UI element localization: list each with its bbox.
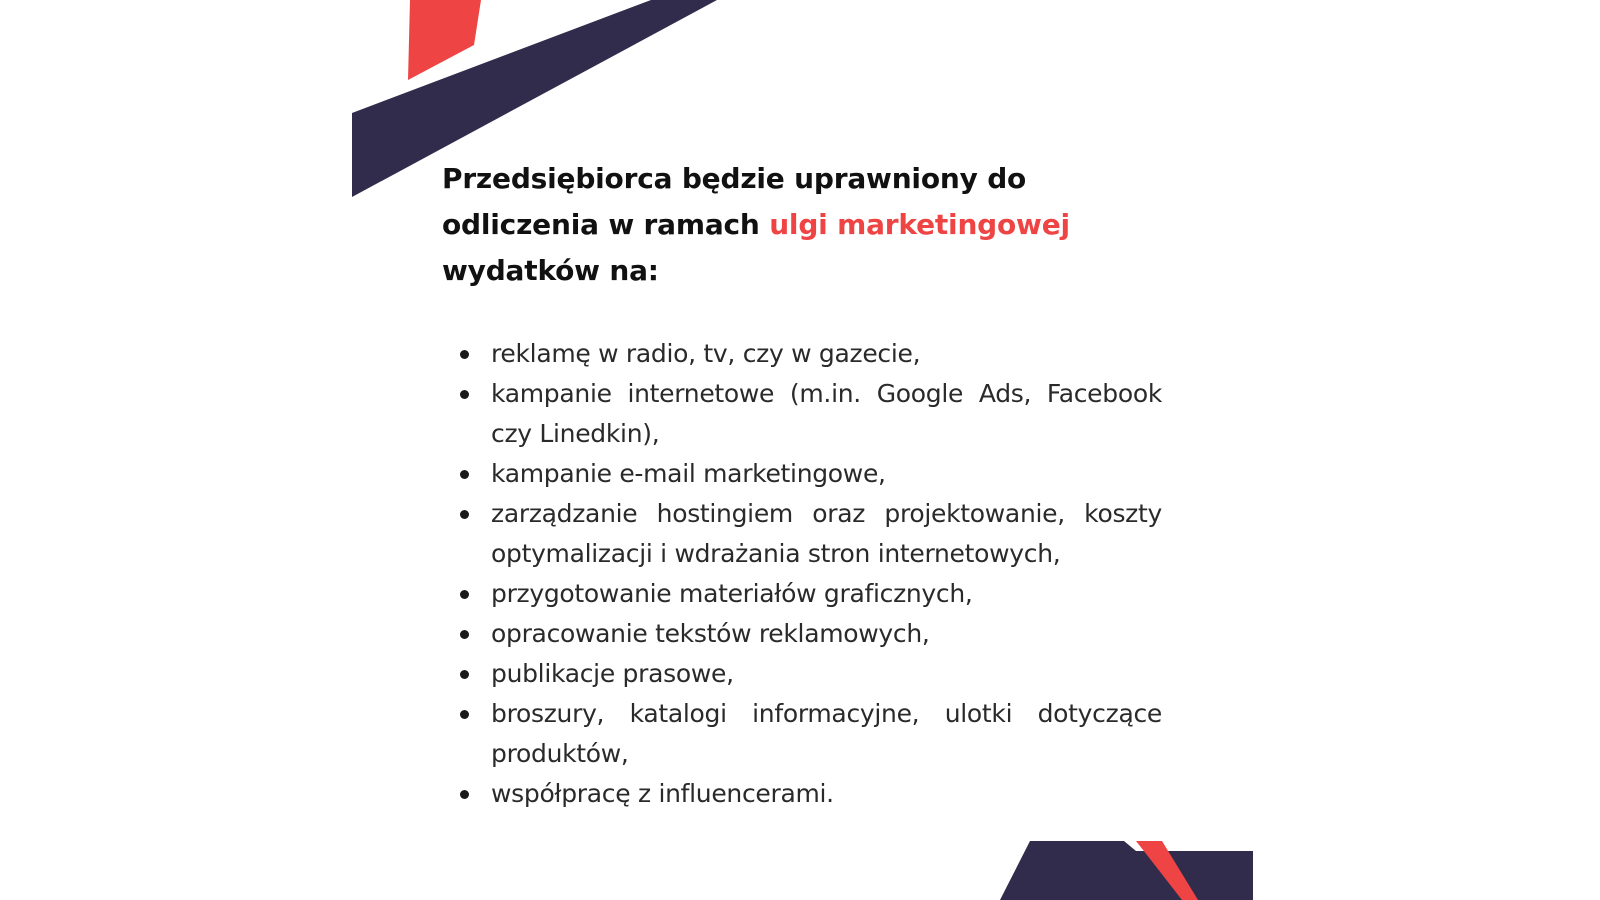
list-item xyxy=(442,774,1162,814)
list-item-text: broszury, katalogi informacyjne, ulotki dotyczące produktów, xyxy=(491,699,1162,768)
list-item xyxy=(442,574,1162,614)
list-item xyxy=(442,654,1162,694)
list-item-text: reklamę w radio, tv, czy w gazecie, xyxy=(491,339,921,368)
expense-list xyxy=(442,334,1162,814)
list-item xyxy=(442,494,1162,574)
bullet-icon xyxy=(460,630,469,639)
list-item xyxy=(442,614,1162,654)
bullet-icon xyxy=(460,350,469,359)
list-item-text: publikacje prasowe, xyxy=(491,659,734,688)
heading-text-2: wydatków na: xyxy=(442,254,659,287)
list-item xyxy=(442,454,1162,494)
navy-shape-bottom xyxy=(1000,841,1253,900)
red-stripe-top xyxy=(408,0,481,80)
list-item-text: współpracę z influencerami. xyxy=(491,779,834,808)
heading-text-1: Przedsiębiorca będzie uprawniony do odliczenia w ramach xyxy=(442,162,1027,241)
heading-highlight: ulgi marketingowej xyxy=(769,208,1070,241)
list-item xyxy=(442,374,1162,454)
list-item xyxy=(442,334,1162,374)
bullet-icon xyxy=(460,590,469,599)
bullet-icon xyxy=(460,710,469,719)
bullet-icon xyxy=(460,470,469,479)
main-content xyxy=(442,156,1162,814)
list-item-text: kampanie internetowe (m.in. Google Ads, Facebook czy Linedkin), xyxy=(491,379,1162,448)
bullet-icon xyxy=(460,670,469,679)
heading xyxy=(442,156,1162,294)
list-item xyxy=(442,694,1162,774)
list-item-text: kampanie e-mail marketingowe, xyxy=(491,459,886,488)
bullet-icon xyxy=(460,390,469,399)
list-item-text: zarządzanie hostingiem oraz projektowanie, koszty optymalizacji i wdrażania stron internetowych, xyxy=(491,499,1162,568)
list-item-text: przygotowanie materiałów graficznych, xyxy=(491,579,973,608)
bullet-icon xyxy=(460,510,469,519)
list-item-text: opracowanie tekstów reklamowych, xyxy=(491,619,930,648)
bullet-icon xyxy=(460,790,469,799)
